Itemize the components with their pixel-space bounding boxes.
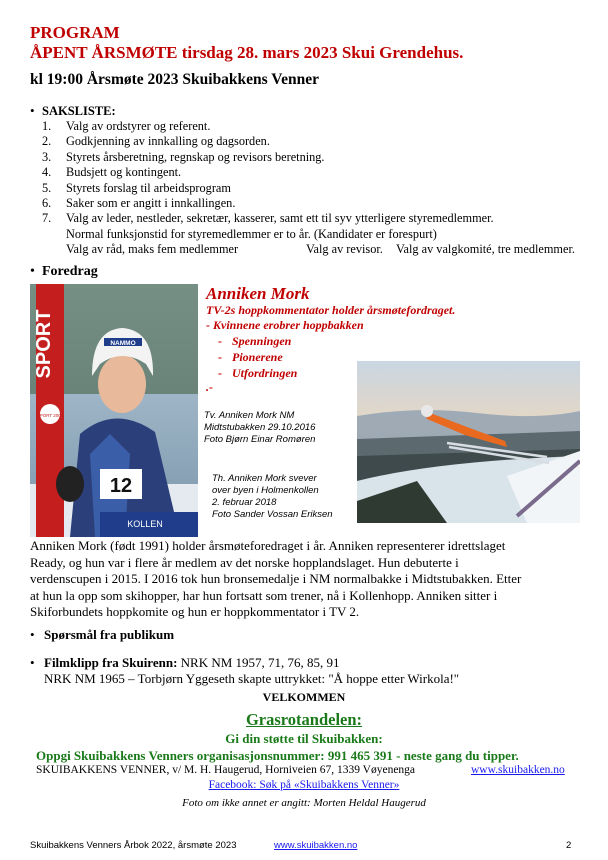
list-item: 5. Styrets forslag til arbeidsprogram <box>42 180 231 195</box>
speaker-subtitle: TV-2s hoppkommentator holder årsmøtefordraget. <box>206 303 456 317</box>
portrait-photo <box>30 284 198 537</box>
bullet-icon: • <box>30 627 35 642</box>
topic-dash: .- <box>206 380 213 394</box>
list-item: 1. Valg av ordstyrer og referent. <box>42 119 211 133</box>
program-heading: PROGRAM <box>30 23 120 42</box>
facebook-link[interactable]: Facebook: Søk på «Skuibakkens Venner» <box>208 779 400 791</box>
list-item: 3. Styrets årsberetning, regnskap og revisors beretning. <box>42 149 325 164</box>
bullet-icon: • <box>30 655 35 670</box>
grasrot-title: Grasrotandelen: <box>245 710 363 729</box>
list-item: 7. Valg av leder, nestleder, sekretær, kasserer, samt ett til syv ytterligere styremedlemmer. <box>42 211 494 226</box>
film-item: Filmklipp fra Skuirenn: NRK NM 1957, 71, 76, 85, 91 <box>44 655 340 670</box>
bib-number: 12 <box>109 475 133 497</box>
meeting-heading: ÅPENT ÅRSMØTE tirsdag 28. mars 2023 Skui Grendehus. <box>30 43 464 62</box>
list-item: 6. Saker som er angitt i innkallingen. <box>42 196 236 211</box>
bullet-icon: • <box>30 264 35 279</box>
ski-logo-text: SPORT 2000 <box>36 413 64 418</box>
ski-sign-text: SPORT <box>33 309 55 379</box>
bullet-icon: • <box>30 103 35 118</box>
speaker-bio: Anniken Mork (født 1991) holder årsmøteforedraget i år. Anniken representerer idrettslaget Ready, og hun var i flere år medlem av det norske hopplandslaget. Hun debuterte i verdenscupen i 2015. I 2016 tok hun bronsemedalje i NM normalbakke i Midtstubakken. Etter at hun la opp som skihopper, har hun fortsatt som trener, nå i Kollenhopp. Anniken sitter i Skiforbundets hoppkomite og hun er hoppkommentator i TV 2. <box>30 538 522 620</box>
contact-address: SKUIBAKKENS VENNER, v/ M. H. Haugerud, Horniveien 67, 1339 Vøyenenga <box>36 764 416 776</box>
film-line-2: NRK NM 1965 – Torbjørn Yggeseth skapte uttrykket: "Å hoppe etter Wirkola!" <box>44 671 460 686</box>
ski-jump-photo <box>357 361 580 523</box>
agenda-list <box>42 119 494 227</box>
agenda-continuation-2: Valg av råd, maks fem medlemmer <box>66 242 239 256</box>
footer-text: Skuibakkens Venners Årbok 2022, årsmøte 2023 <box>30 840 237 851</box>
speaker-topic: - Kvinnene erobrer hoppbakken <box>206 318 364 332</box>
list-item: 2. Godkjenning av innkalling og dagsorden. <box>42 134 270 149</box>
agenda-continuation-1: Normal funksjonstid for styremedlemmer er to år. (Kandidater er forespurt) <box>66 227 437 241</box>
banner-text: KOLLEN <box>127 519 163 529</box>
agenda-continuation-4: Valg av valgkomité, tre medlemmer. <box>396 242 575 256</box>
list-item: 4. Budsjett og kontingent. <box>42 165 182 180</box>
page-number: 2 <box>566 840 572 851</box>
helmet-text: NAMMO <box>110 340 136 347</box>
ski-jump-photo-drawing <box>357 361 580 523</box>
photo-caption-left: Tv. Anniken Mork NM Midtstubakken 29.10.2016 Foto Bjørn Einar Romøren <box>204 410 316 445</box>
agenda-title: SAKSLISTE: <box>42 104 116 118</box>
portrait-photo-drawing <box>30 284 198 537</box>
agenda-continuation-3: Valg av revisor. <box>306 242 383 256</box>
website-link[interactable]: www.skuibakken.no <box>471 764 565 776</box>
time-line: kl 19:00 Årsmøte 2023 Skuibakkens Venner <box>30 71 319 88</box>
photo-credit: Foto om ikke annet er angitt: Morten Heldal Haugerud <box>182 797 426 809</box>
footer-link[interactable]: www.skuibakken.no <box>274 840 358 851</box>
grasrot-support: Gi din støtte til Skuibakken: <box>225 731 383 746</box>
photo-caption-right: Th. Anniken Mork svever over byen i Holmenkollen 2. februar 2018 Foto Sander Vossan Eriksen <box>212 473 333 520</box>
topic-point: - Spenningen <box>218 334 292 348</box>
grasrot-orgnr: Oppgi Skuibakkens Venners organisasjonsnummer: 991 465 391 - neste gang du tipper. <box>36 748 519 763</box>
questions-item: Spørsmål fra publikum <box>44 627 175 642</box>
lecture-title: Foredrag <box>42 264 98 279</box>
topic-point: - Utfordringen <box>218 366 298 380</box>
speaker-name: Anniken Mork <box>206 284 310 303</box>
topic-point: - Pionerene <box>218 350 283 364</box>
welcome-text: VELKOMMEN <box>262 690 346 704</box>
